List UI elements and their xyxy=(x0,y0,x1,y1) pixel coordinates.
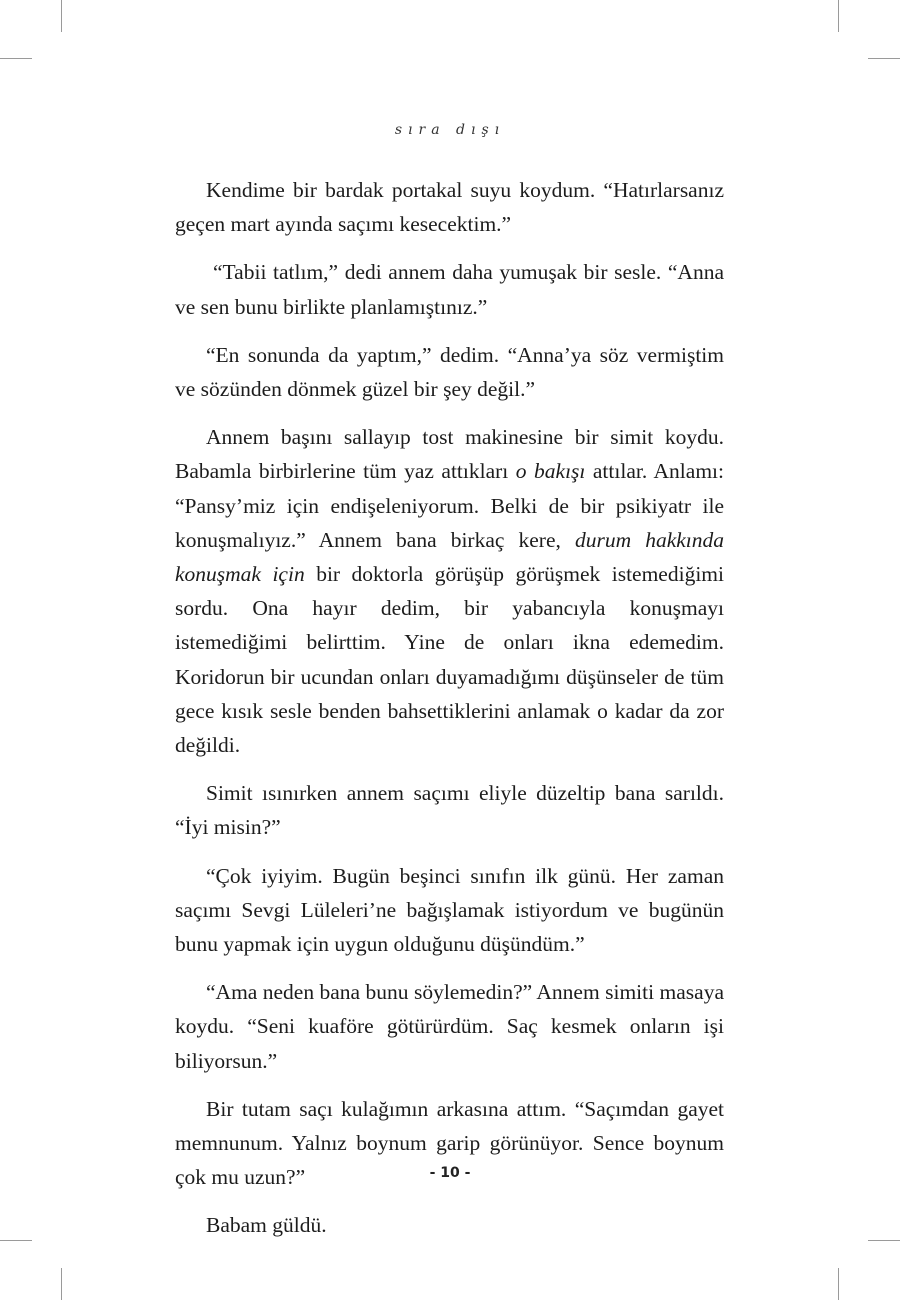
paragraph xyxy=(175,420,724,762)
paragraph-text: Annem başını sallayıp tost makinesine bir simit koydu. Babamla birbirlerine tüm yaz attıkları xyxy=(175,425,724,484)
paragraph-text: attılar. Anlamı: “Pansy’miz için endişeleniyorum. Belki de bir psikiyatr ile konuşmalıyız.” Annem bana birkaç kere, xyxy=(175,459,724,552)
paragraph xyxy=(175,859,724,962)
body-text xyxy=(175,173,724,1257)
paragraph-text: Bir tutam saçı kulağımın arkasına attım. “Saçımdan gayet memnunum. Yalnız boynum garip görünüyor. Sence boynum çok mu uzun?” xyxy=(175,1096,724,1190)
paragraph-text: Babam güldü. xyxy=(206,1213,327,1238)
page-number: - 10 - xyxy=(429,1165,471,1181)
paragraph xyxy=(175,173,724,241)
crop-mark xyxy=(838,0,839,32)
crop-mark xyxy=(838,1268,839,1300)
paragraph-text: “Çok iyiyim. Bugün beşinci sınıfın ilk günü. Her zaman saçımı Sevgi Lüleleri’ne bağışlamak istiyordum ve bugünün bunu yapmak için uygun olduğunu düşündüm.” xyxy=(175,863,724,957)
crop-mark xyxy=(0,1240,32,1241)
paragraph xyxy=(175,975,724,1078)
crop-mark xyxy=(868,1240,900,1241)
crop-mark xyxy=(868,58,900,59)
emphasis-text: durum hakkında konuşmak için xyxy=(175,527,725,587)
paragraph-text: Kendime bir bardak portakal suyu koydum. “Hatırlarsanız geçen mart ayında saçımı kesecektim.” xyxy=(175,178,724,237)
crop-mark xyxy=(0,58,32,59)
paragraph xyxy=(175,338,724,406)
crop-mark xyxy=(61,0,62,32)
crop-mark xyxy=(61,1268,62,1300)
paragraph-text: “En sonunda da yaptım,” dedim. “Anna’ya söz vermiştim ve sözünden dönmek güzel bir şey değil.” xyxy=(175,342,724,402)
emphasis-text: o bakışı xyxy=(515,459,586,484)
running-head: sıra dışı xyxy=(394,122,506,138)
paragraph xyxy=(175,1208,724,1242)
paragraph-text: Simit ısınırken annem saçımı eliyle düzeltip bana sarıldı. “İyi misin?” xyxy=(175,781,724,840)
paragraph xyxy=(175,255,724,323)
paragraph-text: “Tabii tatlım,” dedi annem daha yumuşak bir sesle. “Anna ve sen bunu birlikte planlamıştınız.” xyxy=(175,260,724,319)
paragraph-text: bir doktorla görüşüp görüşmek istemediğimi sordu. Ona hayır dedim, bir yabancıyla konuşmayı istemediğimi belirttim. Yine de onları ikna edemedim. Koridorun bir ucundan onları duyamadığımı düşünseler de tüm gece kısık sesle benden bahsettiklerini anlamak o kadar da zor değildi. xyxy=(175,562,724,758)
paragraph-text: “Ama neden bana bunu söylemedin?” Annem simiti masaya koydu. “Seni kuaföre götürürdüm. Saç kesmek onların işi biliyorsun.” xyxy=(175,980,724,1073)
paragraph xyxy=(175,776,724,844)
